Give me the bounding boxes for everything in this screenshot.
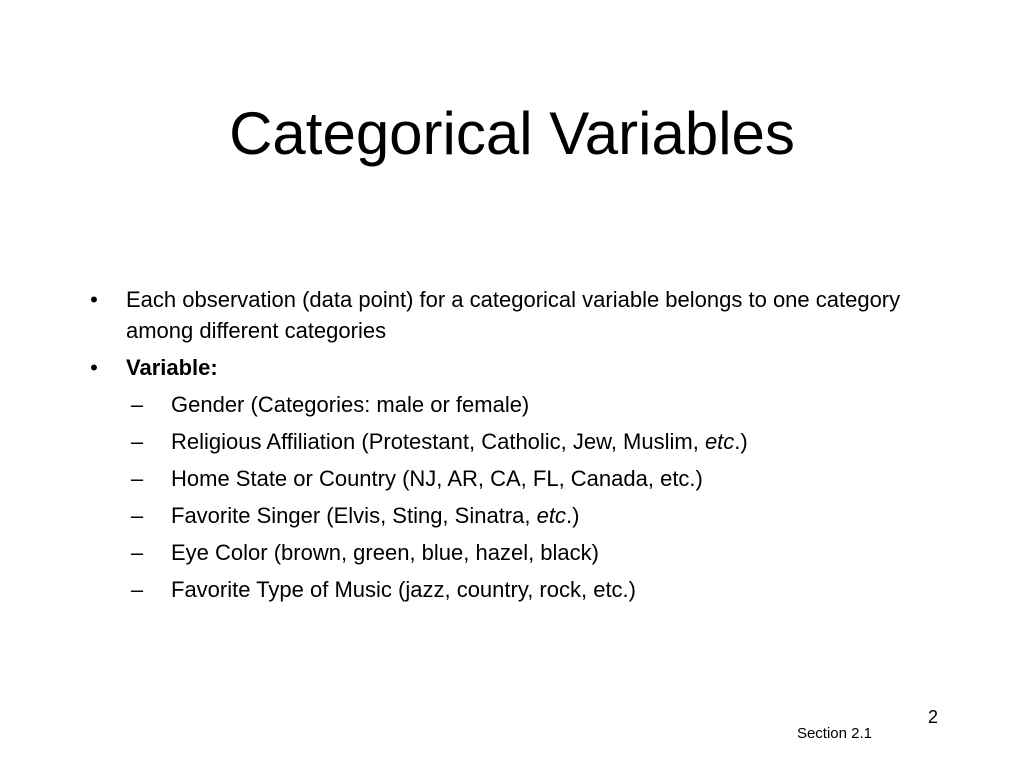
bullet-item <box>84 284 964 346</box>
slide-footer: Section 2.1 <box>796 725 872 742</box>
sub-bullet-text: Eye Color (brown, green, blue, hazel, black) <box>171 540 599 565</box>
sub-bullet-text: Home State or Country (NJ, AR, CA, FL, Canada, etc.) <box>171 466 703 491</box>
sub-bullet-item <box>126 500 964 531</box>
dash-marker: – <box>130 577 144 602</box>
bullet-marker: • <box>90 287 98 312</box>
sub-bullet-item <box>126 426 964 457</box>
slide-title: Categorical Variables <box>229 100 795 167</box>
dash-marker: – <box>130 503 144 528</box>
sub-bullet-item <box>126 574 964 605</box>
dash-marker: – <box>130 429 144 454</box>
sub-bullet-italic: etc <box>704 429 735 454</box>
dash-marker: – <box>130 392 144 417</box>
bullet-marker: • <box>90 355 98 380</box>
slide-number: 2 <box>927 707 938 727</box>
bullet-heading: Variable: <box>126 355 218 380</box>
sub-bullet-italic: etc <box>536 503 566 528</box>
dash-marker: – <box>130 466 144 491</box>
sub-bullet-text: Favorite Type of Music (jazz, country, rock, etc.) <box>171 577 636 602</box>
sub-bullet-item <box>126 389 964 420</box>
slide-body <box>84 284 964 611</box>
sub-bullet-text: Favorite Singer (Elvis, Sting, Sinatra, <box>171 503 537 528</box>
sub-bullet-tail: .) <box>734 429 748 454</box>
sub-bullet-text: Gender (Categories: male or female) <box>171 392 530 417</box>
bullet-item <box>84 352 964 383</box>
sub-bullet-item <box>126 463 964 494</box>
dash-marker: – <box>130 540 144 565</box>
sub-bullet-text: Religious Affiliation (Protestant, Catholic, Jew, Muslim, <box>171 429 705 454</box>
sub-bullet-tail: .) <box>565 503 580 528</box>
sub-bullet-item <box>126 537 964 568</box>
bullet-text: Each observation (data point) for a categorical variable belongs to one category among different categories <box>126 287 901 343</box>
sub-bullet-list <box>84 389 964 605</box>
